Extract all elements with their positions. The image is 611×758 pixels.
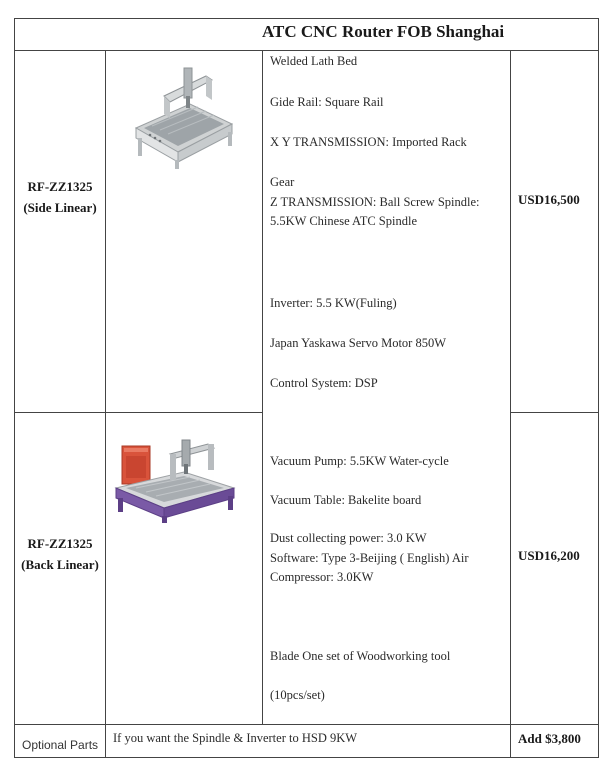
model-code: RF-ZZ1325 bbox=[27, 179, 93, 194]
model-code: RF-ZZ1325 bbox=[27, 536, 93, 551]
price-back-linear: USD16,200 bbox=[518, 548, 580, 563]
spec-line: Dust collecting power: 3.0 KW bbox=[270, 531, 427, 545]
spec-line: Z TRANSMISSION: Ball Screw Spindle: bbox=[270, 195, 480, 209]
optional-parts-price: Add $3,800 bbox=[518, 731, 581, 746]
model-variant: (Back Linear) bbox=[21, 557, 99, 572]
spec-line: Vacuum Pump: 5.5KW Water-cycle bbox=[270, 454, 449, 468]
spec-line: Gear bbox=[270, 175, 295, 189]
spec-line: Compressor: 3.0KW bbox=[270, 570, 374, 584]
spec-line: (10pcs/set) bbox=[270, 688, 325, 702]
column-divider bbox=[262, 50, 263, 724]
row-divider bbox=[14, 50, 599, 51]
column-divider bbox=[510, 50, 511, 758]
row-divider bbox=[14, 412, 263, 413]
column-divider bbox=[105, 50, 106, 758]
spec-line: Welded Lath Bed bbox=[270, 54, 358, 68]
model-name-back-linear bbox=[14, 533, 106, 575]
cnc-router-side-linear-photo bbox=[128, 66, 238, 174]
optional-parts-label: Optional Parts bbox=[22, 738, 99, 752]
cnc-router-back-linear-photo bbox=[112, 436, 238, 528]
spec-line: Gide Rail: Square Rail bbox=[270, 95, 384, 109]
spec-line: Japan Yaskawa Servo Motor 850W bbox=[270, 336, 447, 350]
spec-line: Inverter: 5.5 KW(Fuling) bbox=[270, 296, 397, 310]
model-variant: (Side Linear) bbox=[23, 200, 97, 215]
spec-line: Vacuum Table: Bakelite board bbox=[270, 493, 422, 507]
price-side-linear: USD16,500 bbox=[518, 192, 580, 207]
model-name-side-linear bbox=[14, 176, 106, 218]
spec-line: X Y TRANSMISSION: Imported Rack bbox=[270, 135, 467, 149]
row-divider bbox=[510, 412, 599, 413]
table-title: ATC CNC Router FOB Shanghai bbox=[262, 22, 505, 41]
spec-line: Control System: DSP bbox=[270, 376, 378, 390]
optional-parts-description: If you want the Spindle & Inverter to HSD 9KW bbox=[113, 731, 358, 745]
spec-line: 5.5KW Chinese ATC Spindle bbox=[270, 214, 417, 228]
spec-line: Blade One set of Woodworking tool bbox=[270, 649, 451, 663]
spec-line: Software: Type 3-Beijing ( English) Air bbox=[270, 551, 469, 565]
row-divider bbox=[14, 724, 599, 725]
